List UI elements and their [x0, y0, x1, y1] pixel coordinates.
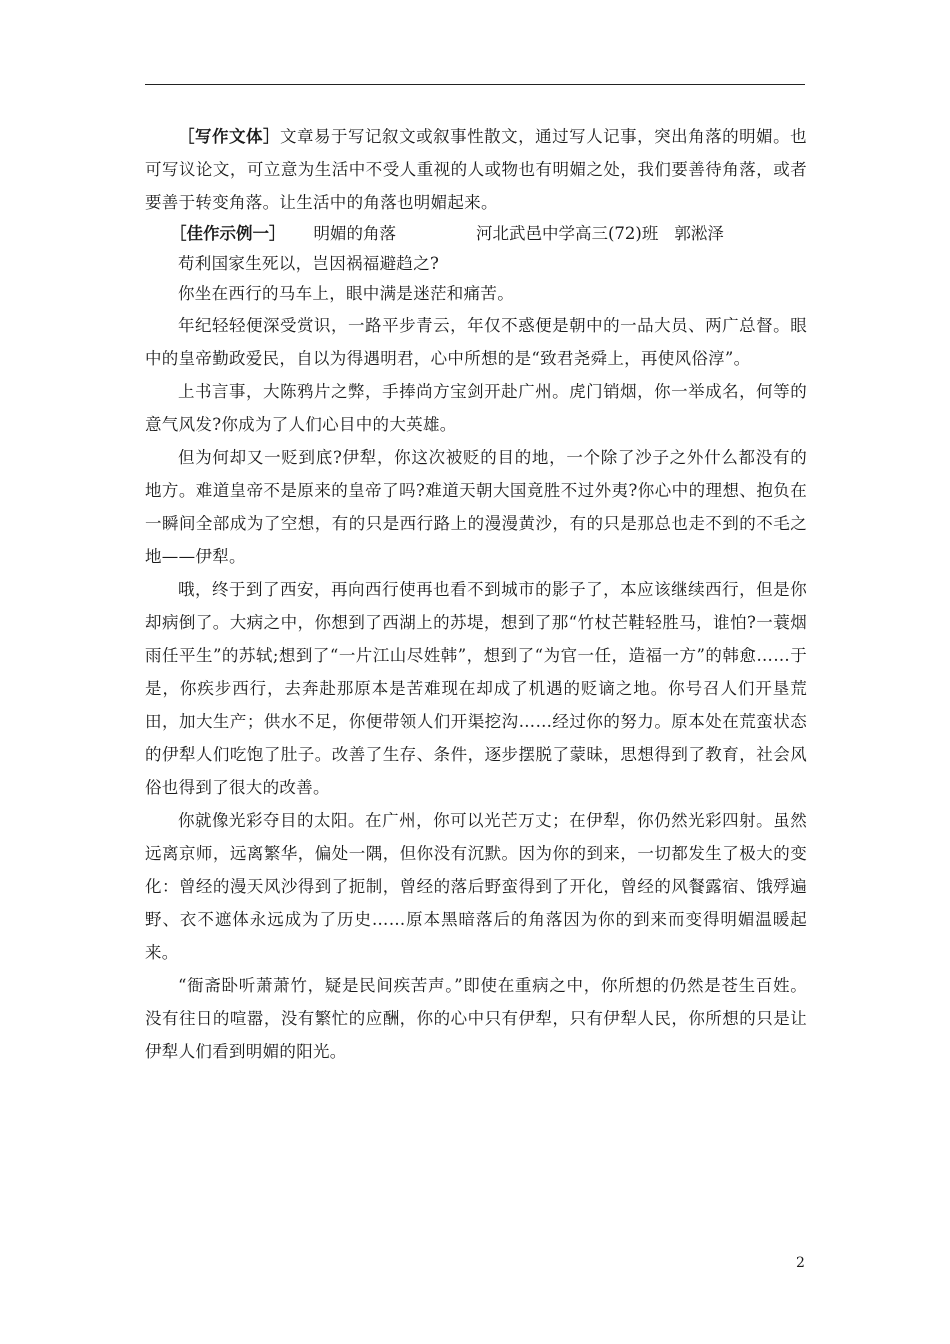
- page-number: 2: [796, 1255, 805, 1271]
- essay-title: 明媚的角落: [313, 224, 396, 243]
- essay-paragraph: 你坐在西行的马车上，眼中满是迷茫和痛苦。: [178, 284, 514, 303]
- writing-style-text: 文章易于写记叙文或叙事性散文，通过写人记事，突出角落的明媚。也可写议论文，可立意为生活中不受人重视的人或物也有明媚之处，我们要善待角落，或者要善于转变角落。让生活中的角落也明媚起来。: [145, 127, 807, 212]
- essay-paragraph: 哦，终于到了西安，再向西行使再也看不到城市的影子了，本应该继续西行，但是你却病倒了。大病之中，你想到了西湖上的苏堤，想到了那“竹杖芒鞋轻胜马，谁怕?一蓑烟雨任平生”的苏轼;想到了“一片江山尽姓韩”，想到了“为官一任，造福一方”的韩愈……于是，你疾步西行，去奔赴那原本是苦难现在却成了机遇的贬谪之地。你号召人们开垦荒田，加大生产；供水不足，你便带领人们开渠挖沟……经过你的努力。原本处在荒蛮状态的伊犁人们吃饱了肚子。改善了生存、条件，逐步摆脱了蒙昧，思想得到了教育，社会风俗也得到了很大的改善。: [145, 580, 807, 797]
- essay-paragraph: 年纪轻轻便深受赏识，一路平步青云，年仅不惑便是朝中的一品大员、两广总督。眼中的皇帝勤政爱民，自以为得遇明君，心中所想的是“致君尧舜上，再使风俗淳”。: [145, 316, 807, 368]
- essay-paragraph: “衙斋卧听萧萧竹，疑是民间疾苦声。”即使在重病之中，你所想的仍然是苍生百姓。没有往日的喧嚣，没有繁忙的应酬，你的心中只有伊犁，只有伊犁人民，你所想的只是让伊犁人们看到明媚的阳光。: [145, 976, 807, 1061]
- essay-paragraph: 苟利国家生死以，岂因祸福避趋之?: [178, 254, 440, 273]
- example-heading: [145, 219, 807, 249]
- example-label: ［佳作示例一］: [170, 224, 286, 243]
- author-school: 河北武邑中学高三(72)班: [476, 224, 659, 243]
- writing-style-label: ［写作文体］: [178, 127, 281, 146]
- author-name: 郭淞泽: [674, 224, 724, 243]
- essay-paragraph: 上书言事，大陈鸦片之弊，手捧尚方宝剑开赴广州。虎门销烟，你一举成名，何等的意气风发?你成为了人们心目中的大英雄。: [145, 382, 807, 434]
- essay-paragraph: 你就像光彩夺目的太阳。在广州，你可以光芒万丈；在伊犁，你仍然光彩四射。虽然远离京师，远离繁华，偏处一隅，但你没有沉默。因为你的到来，一切都发生了极大的变化：曾经的漫天风沙得到了扼制，曾经的落后野蛮得到了开化，曾经的风餐露宿、饿殍遍野、衣不遮体永远成为了历史……原本黑暗落后的角落因为你的到来而变得明媚温暖起来。: [145, 811, 807, 962]
- essay-paragraph: 但为何却又一贬到底?伊犁，你这次被贬的目的地，一个除了沙子之外什么都没有的地方。难道皇帝不是原来的皇帝了吗?难道天朝大国竟胜不过外夷?你心中的理想、抱负在一瞬间全部成为了空想，有的只是西行路上的漫漫黄沙，有的只是那总也走不到的不毛之地——伊犁。: [145, 448, 807, 566]
- document-body: [145, 120, 807, 1068]
- header-rule: [145, 84, 805, 85]
- writing-style-paragraph: [145, 120, 807, 219]
